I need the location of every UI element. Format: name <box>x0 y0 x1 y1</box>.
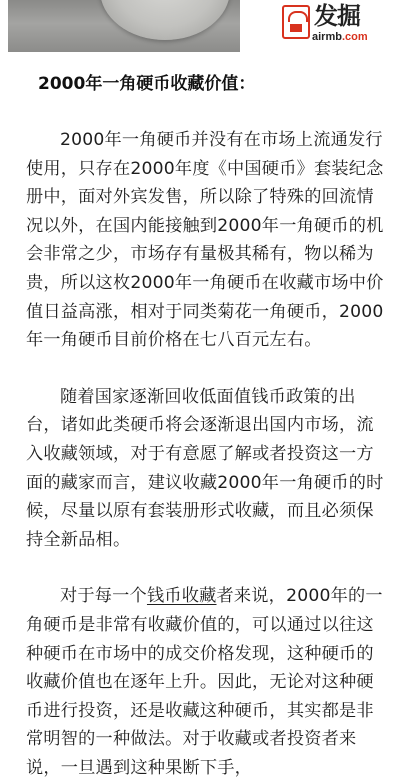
paragraph-3-lead: 对于每一个 <box>60 586 147 607</box>
coin-image <box>100 0 230 40</box>
paragraph-2: 随着国家逐渐回收低面值钱币政策的出台，诸如此类硬币将会逐渐退出国内市场，流入收藏领域，对于有意愿了解或者投资这一方面的藏家而言，建议收藏2000年一角硬币的时候，尽量以原有套装册形式收藏，而且必须保持全新品相。 <box>26 386 384 550</box>
seal-icon <box>282 5 310 39</box>
logo-wordmark: 发掘 <box>314 1 360 30</box>
coin-collecting-link[interactable]: 钱币收藏 <box>146 586 217 607</box>
site-logo <box>282 3 392 47</box>
logo-site-prefix: airmb <box>312 31 342 43</box>
paragraph-3 <box>26 582 384 782</box>
article-heading: 2000年一角硬币收藏价值： <box>38 74 256 94</box>
paragraph-1: 2000年一角硬币并没有在市场上流通发行使用，只存在2000年度《中国硬币》套装纪念册中，面对外宾发售，所以除了特殊的回流情况以外，在国内能接触到2000年一角硬币的机会非常之少，市场存有量极其稀有，物以稀为贵，所以这枚2000年一角硬币在收藏市场中价值日益高涨，相对于同类菊花一角硬币，2000年一角硬币目前价格在七八百元左右。 <box>26 130 384 351</box>
logo-site <box>312 30 368 44</box>
article-body <box>26 70 384 782</box>
logo-site-suffix: .com <box>341 31 368 43</box>
coin-photo <box>8 0 240 52</box>
top-strip <box>0 0 400 52</box>
paragraph-3-rest: 者来说，2000年的一角硬币是非常有收藏价值的，可以通过以往这种硬币在市场中的成交价格发现，这种硬币的收藏价值也在逐年上升。因此，无论对这种硬币进行投资，还是收藏这种硬币，其实都是非常明智的一种做法。对于收藏或者投资者来说，一旦遇到这种果断下手， <box>26 586 383 778</box>
